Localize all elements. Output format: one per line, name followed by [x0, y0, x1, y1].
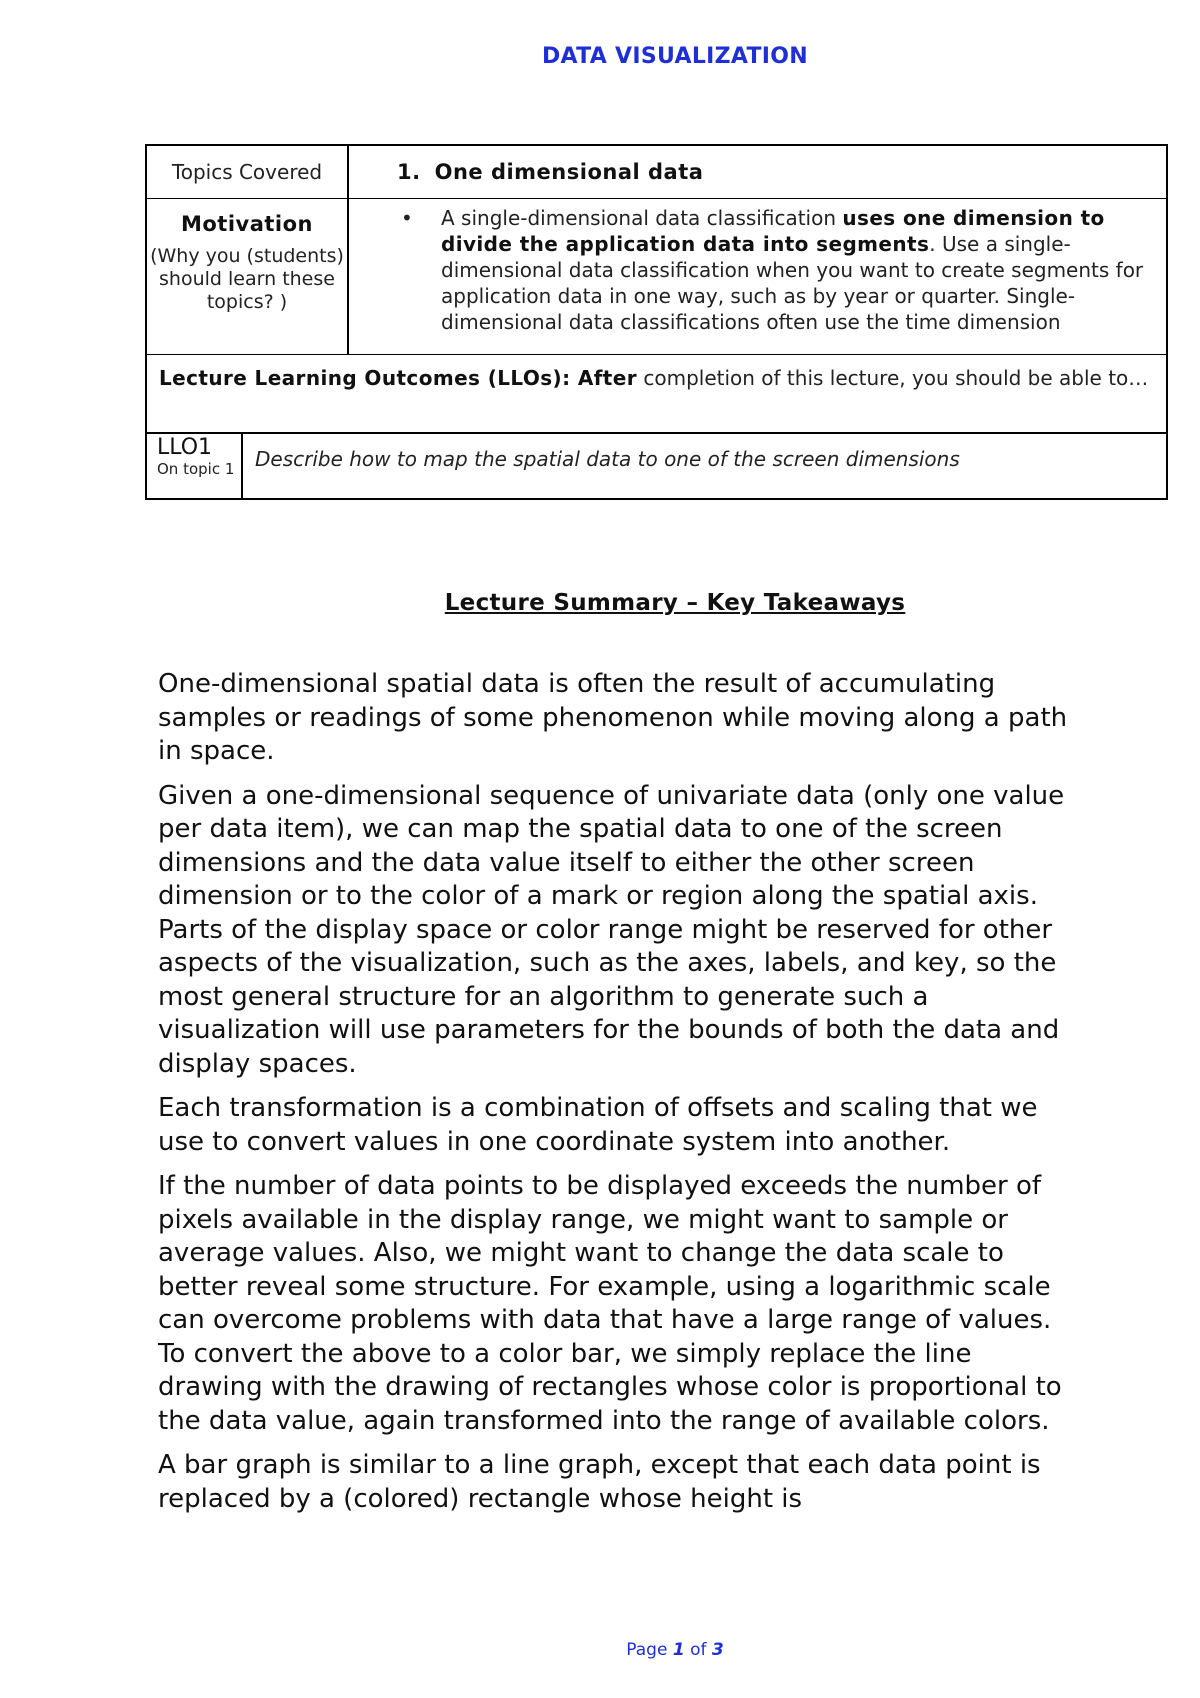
summary-paragraph: A bar graph is similar to a line graph, except that each data point is replaced by a (colored) rectangle whose height is — [158, 1450, 1041, 1514]
motivation-text-bold: uses one dimension to divide the application data into segments — [441, 206, 1105, 256]
topic-text: One dimensional data — [434, 160, 704, 184]
summary-paragraph: Each transformation is a combination of offsets and scaling that we use to convert values in one coordinate system into another. — [158, 1093, 1038, 1157]
page-of-label: of — [684, 1640, 712, 1660]
motivation-label-cell — [147, 199, 349, 354]
llo-heading-rest: completion of this lecture, you should be able to… — [637, 366, 1149, 390]
summary-paragraph: One-dimensional spatial data is often the result of accumulating samples or readings of some phenomenon while moving along a path in space. — [158, 669, 1068, 766]
llo1-topic: On topic 1 — [157, 460, 235, 478]
llo1-label-cell — [147, 434, 243, 498]
llo-heading-row — [147, 354, 1166, 432]
bullet-icon: • — [401, 206, 413, 230]
llo1-description: Describe how to map the spatial data to one of the screen dimensions — [255, 447, 960, 471]
llo-heading — [147, 355, 1166, 432]
page-number: 1 — [672, 1640, 685, 1660]
page-label: Page — [626, 1640, 673, 1660]
topic-number: 1. — [397, 160, 421, 184]
motivation-subtitle: (Why you (students) should learn these topics? ) — [150, 245, 344, 313]
llo1-row — [147, 432, 1166, 498]
summary-paragraph: Given a one-dimensional sequence of univariate data (only one value per data item), we can map the spatial data to one of the screen dimensions and the data value itself to either the other screen dimension or to the color of a mark or region along the spatial axis. Parts of the display space or color range might be reserved for other aspects of the visualization, such as the axes, labels, and key, so the most general structure for an algorithm to generate such a visualization will use parameters for the bounds of both the data and display spaces. — [158, 780, 1065, 1079]
topics-row — [147, 146, 1166, 198]
motivation-title: Motivation — [180, 212, 314, 236]
summary-body — [158, 668, 1078, 1527]
page-total: 3 — [711, 1640, 724, 1660]
motivation-row — [147, 198, 1166, 354]
summary-paragraph: If the number of data points to be displayed exceeds the number of pixels available in the display range, we might want to sample or average values. Also, we might want to change the data scale to better reveal some structure. For example, using a logarithmic scale can overcome problems with data that have a large range of values. To convert the above to a color bar, we simply replace the line drawing with the drawing of rectangles whose color is proportional to the data value, again transformed into the range of available colors. — [158, 1171, 1062, 1436]
motivation-text-part2: . Use a single-dimensional data classification when you want to create segments for application data in one way, such as by year or quarter. Single-dimensional data classifications often use the time dimension — [441, 232, 1144, 334]
summary-title: Lecture Summary – Key Takeaways — [444, 590, 906, 616]
motivation-text — [389, 205, 1152, 335]
document-header-title: DATA VISUALIZATION — [541, 44, 809, 69]
llo-heading-bold: Lecture Learning Outcomes (LLOs): After — [159, 366, 637, 390]
motivation-content — [349, 199, 1166, 354]
motivation-text-part1: A single-dimensional data classification — [441, 206, 843, 230]
topic-item — [349, 146, 1166, 198]
llo1-id: LLO1 — [157, 435, 213, 460]
topics-label: Topics Covered — [147, 146, 349, 198]
lecture-info-table — [145, 144, 1168, 500]
page-footer — [0, 1640, 1200, 1660]
